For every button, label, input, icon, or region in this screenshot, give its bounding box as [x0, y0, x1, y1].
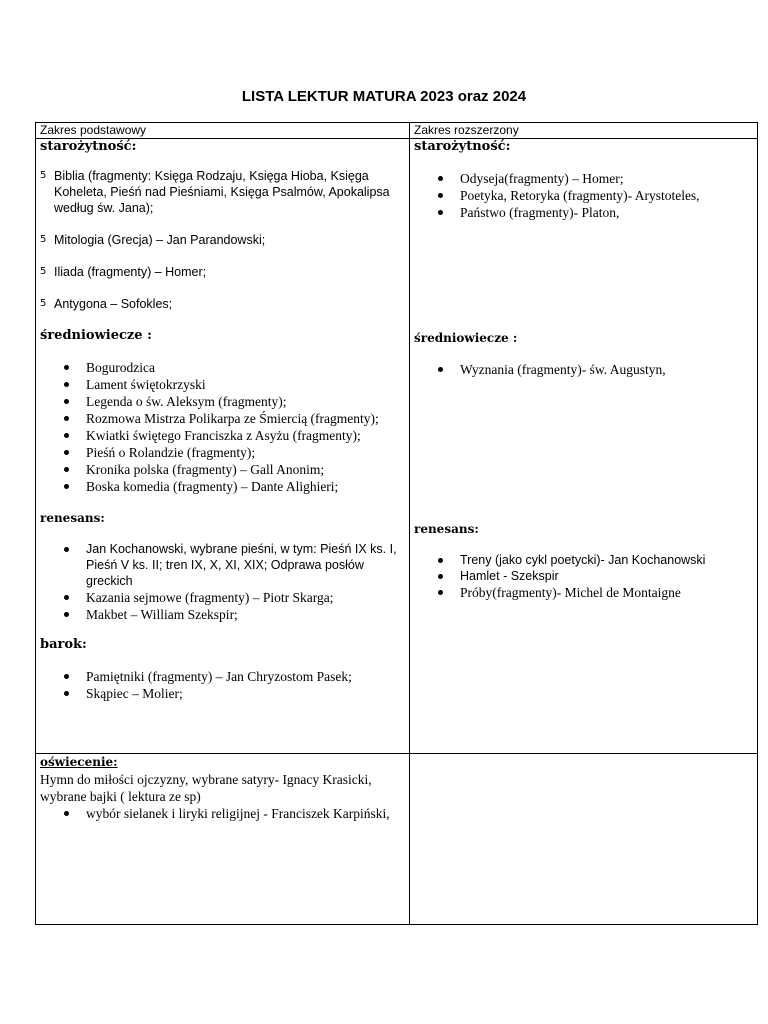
bullet-icon — [438, 367, 443, 372]
list-item: Wyznania (fragmenty)- św. Augustyn, — [414, 361, 753, 378]
box-bullet-icon: 5 — [40, 298, 47, 309]
column-header-basic: Zakres podstawowy — [36, 123, 410, 139]
list-item: Makbet – William Szekspir; — [40, 606, 405, 623]
extended-cell-main — [410, 139, 758, 754]
list-item: wybór sielanek i liryki religijnej - Franciszek Karpiński, — [40, 805, 405, 822]
list-item: Kazania sejmowe (fragmenty) – Piotr Skarga; — [40, 589, 405, 606]
bullet-icon — [64, 484, 69, 489]
bullet-icon — [438, 210, 443, 215]
bullet-icon — [64, 547, 69, 552]
list-item: Treny (jako cykl poetycki)- Jan Kochanowski — [414, 552, 753, 568]
list-item: Odyseja(fragmenty) – Homer; — [414, 170, 753, 187]
bullet-icon — [438, 176, 443, 181]
bullet-icon — [438, 590, 443, 595]
column-header-extended: Zakres rozszerzony — [410, 123, 758, 139]
box-bullet-icon: 5 — [40, 234, 47, 245]
bullet-icon — [64, 416, 69, 421]
list-item: 5 Biblia (fragmenty: Księga Rodzaju, Księga Hioba, Księga Koheleta, Pieśń nad Pieśniami, Księga Psalmów, Apokalipsa według św. Jana); — [40, 169, 390, 215]
bullet-icon — [64, 674, 69, 679]
section-heading-antiquity: starożytność: — [414, 139, 511, 154]
list-item: Kwiatki świętego Franciszka z Asyżu (fragmenty); — [40, 427, 405, 444]
bullet-icon — [64, 365, 69, 370]
bullet-icon — [64, 811, 69, 816]
extended-cell-enlightenment — [410, 754, 758, 925]
list-item: Próby(fragmenty)- Michel de Montaigne — [414, 584, 753, 601]
enlightenment-line: Hymn do miłości ojczyzny, wybrane satyry- Ignacy Krasicki, wybrane bajki ( lektura ze sp) — [40, 772, 372, 804]
bullet-icon — [64, 399, 69, 404]
list-item: Legenda o św. Aleksym (fragmenty); — [40, 393, 405, 410]
bullet-icon — [64, 382, 69, 387]
list-item: Poetyka, Retoryka (fragmenty)- Arystoteles, — [414, 187, 753, 204]
list-item: Jan Kochanowski, wybrane pieśni, w tym: Pieśń IX ks. I, Pieśń V ks. II; tren IX, X, XI, XIX; Odprawa posłów greckich — [40, 541, 405, 589]
list-item: 5 Antygona – Sofokles; — [40, 297, 173, 311]
list-item: Kronika polska (fragmenty) – Gall Anonim; — [40, 461, 405, 478]
list-item: Hamlet - Szekspir — [414, 568, 753, 584]
bullet-icon — [64, 691, 69, 696]
bullet-icon — [438, 574, 443, 579]
box-bullet-icon: 5 — [40, 170, 47, 181]
section-heading-middle-ages: średniowiecze : — [414, 331, 518, 345]
bullet-icon — [64, 612, 69, 617]
section-heading-middle-ages: średniowiecze : — [40, 328, 152, 343]
list-item: 5 Iliada (fragmenty) – Homer; — [40, 265, 207, 279]
section-heading-antiquity: starożytność: — [40, 139, 137, 154]
bullet-icon — [64, 450, 69, 455]
basic-cell-main — [36, 139, 410, 754]
bullet-icon — [64, 595, 69, 600]
list-item: Lament świętokrzyski — [40, 376, 405, 393]
list-item: 5 Mitologia (Grecja) – Jan Parandowski; — [40, 233, 266, 247]
section-heading-enlightenment: oświecenie: — [40, 755, 118, 769]
section-heading-renaissance: renesans: — [40, 511, 105, 525]
list-item: Pamiętniki (fragmenty) – Jan Chryzostom Pasek; — [40, 668, 405, 685]
reading-list-table — [35, 122, 758, 925]
section-heading-baroque: barok: — [40, 637, 87, 652]
list-item: Rozmowa Mistrza Polikarpa ze Śmiercią (fragmenty); — [40, 410, 405, 427]
bullet-icon — [438, 558, 443, 563]
bullet-icon — [438, 193, 443, 198]
box-bullet-icon: 5 — [40, 266, 47, 277]
section-heading-renaissance: renesans: — [414, 522, 479, 536]
basic-cell-enlightenment — [36, 754, 410, 925]
list-item: Pieśń o Rolandzie (fragmenty); — [40, 444, 405, 461]
document-title: LISTA LEKTUR MATURA 2023 oraz 2024 — [241, 88, 527, 105]
list-item: Państwo (fragmenty)- Platon, — [414, 204, 753, 221]
bullet-icon — [64, 433, 69, 438]
list-item: Boska komedia (fragmenty) – Dante Alighieri; — [40, 478, 405, 495]
list-item: Skąpiec – Molier; — [40, 685, 405, 702]
bullet-icon — [64, 467, 69, 472]
list-item: Bogurodzica — [40, 359, 405, 376]
